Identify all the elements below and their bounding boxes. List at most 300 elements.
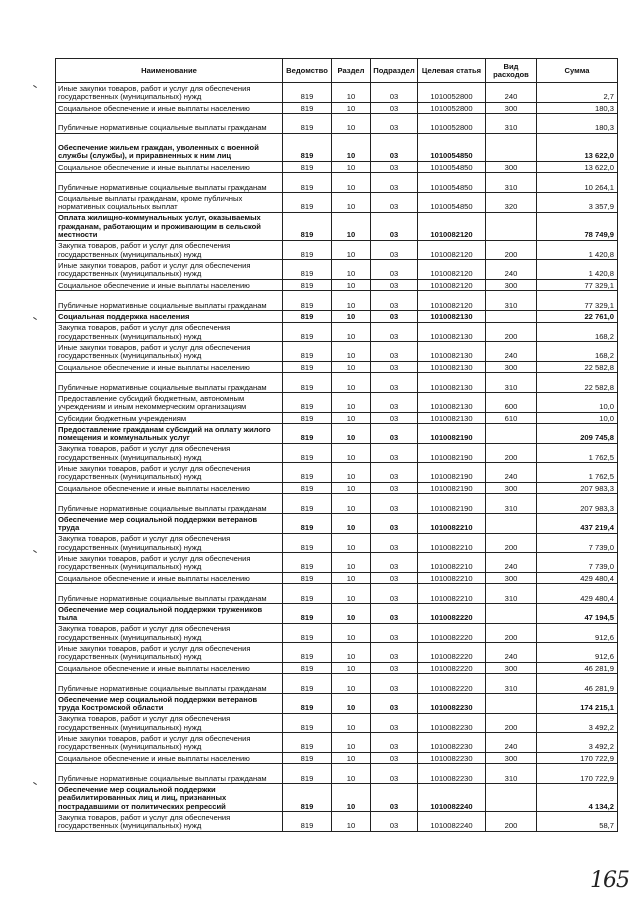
cell-exptype <box>486 694 537 714</box>
cell-target: 1010082230 <box>418 713 486 733</box>
table-row <box>56 533 618 553</box>
cell-sum: 1 420,8 <box>537 260 618 280</box>
cell-name: Иные закупки товаров, работ и услуг для обеспечения государственных (муниципальных) нужд <box>56 260 283 280</box>
header-section: Раздел <box>332 59 371 83</box>
cell-dept: 819 <box>283 553 332 573</box>
cell-section: 10 <box>332 192 371 212</box>
cell-section: 10 <box>332 463 371 483</box>
cell-dept: 819 <box>283 733 332 753</box>
cell-name: Социальные выплаты гражданам, кроме публичных нормативных социальных выплат <box>56 192 283 212</box>
cell-target: 1010082230 <box>418 764 486 784</box>
cell-section: 10 <box>332 212 371 240</box>
cell-subsection: 03 <box>371 412 418 424</box>
table-row <box>56 342 618 362</box>
cell-subsection: 03 <box>371 662 418 674</box>
table-row <box>56 392 618 412</box>
cell-sum: 207 983,3 <box>537 482 618 494</box>
cell-target: 1010082210 <box>418 553 486 573</box>
cell-dept: 819 <box>283 240 332 260</box>
cell-name: Иные закупки товаров, работ и услуг для обеспечения государственных (муниципальных) нужд <box>56 83 283 103</box>
cell-subsection: 03 <box>371 322 418 342</box>
cell-target: 1010082120 <box>418 260 486 280</box>
table-row <box>56 279 618 291</box>
cell-name: Публичные нормативные социальные выплаты гражданам <box>56 114 283 134</box>
cell-subsection: 03 <box>371 713 418 733</box>
table-row <box>56 713 618 733</box>
cell-name: Публичные нормативные социальные выплаты гражданам <box>56 584 283 604</box>
table-row <box>56 260 618 280</box>
cell-dept: 819 <box>283 373 332 393</box>
cell-dept: 819 <box>283 514 332 534</box>
table-row <box>56 322 618 342</box>
cell-name: Иные закупки товаров, работ и услуг для обеспечения государственных (муниципальных) нужд <box>56 463 283 483</box>
cell-target: 1010054850 <box>418 173 486 193</box>
cell-dept: 819 <box>283 361 332 373</box>
cell-exptype: 310 <box>486 173 537 193</box>
table-row <box>56 674 618 694</box>
cell-subsection: 03 <box>371 361 418 373</box>
cell-dept: 819 <box>283 713 332 733</box>
cell-dept: 819 <box>283 674 332 694</box>
table-row <box>56 783 618 811</box>
cell-sum: 7 739,0 <box>537 553 618 573</box>
cell-name: Иные закупки товаров, работ и услуг для обеспечения государственных (муниципальных) нужд <box>56 553 283 573</box>
cell-exptype: 300 <box>486 482 537 494</box>
cell-dept: 819 <box>283 291 332 311</box>
cell-exptype <box>486 133 537 161</box>
cell-name: Оплата жилищно-коммунальных услуг, оказываемых гражданам, работающим и проживающим в сельской местности <box>56 212 283 240</box>
cell-exptype: 300 <box>486 279 537 291</box>
table-row <box>56 694 618 714</box>
cell-sum: 3 492,2 <box>537 733 618 753</box>
cell-name: Иные закупки товаров, работ и услуг для обеспечения государственных (муниципальных) нужд <box>56 342 283 362</box>
cell-dept: 819 <box>283 572 332 584</box>
cell-exptype: 200 <box>486 623 537 643</box>
cell-sum: 10 264,1 <box>537 173 618 193</box>
cell-subsection: 03 <box>371 733 418 753</box>
cell-section: 10 <box>332 662 371 674</box>
cell-target: 1010082190 <box>418 443 486 463</box>
cell-target: 1010054850 <box>418 161 486 173</box>
cell-subsection: 03 <box>371 584 418 604</box>
table-row <box>56 173 618 193</box>
cell-sum: 4 134,2 <box>537 783 618 811</box>
header-dept: Ведомство <box>283 59 332 83</box>
cell-dept: 819 <box>283 392 332 412</box>
cell-target: 1010082220 <box>418 643 486 663</box>
cell-exptype: 200 <box>486 533 537 553</box>
cell-sum: 209 745,8 <box>537 424 618 444</box>
cell-target: 1010082120 <box>418 291 486 311</box>
cell-sum: 168,2 <box>537 322 618 342</box>
cell-dept: 819 <box>283 783 332 811</box>
cell-section: 10 <box>332 482 371 494</box>
cell-subsection: 03 <box>371 392 418 412</box>
cell-target: 1010082130 <box>418 342 486 362</box>
table-row <box>56 604 618 624</box>
cell-target: 1010082210 <box>418 514 486 534</box>
cell-target: 1010054850 <box>418 192 486 212</box>
cell-target: 1010082240 <box>418 783 486 811</box>
margin-tick <box>33 782 37 785</box>
cell-section: 10 <box>332 161 371 173</box>
cell-section: 10 <box>332 514 371 534</box>
header-name: Наименование <box>56 59 283 83</box>
cell-dept: 819 <box>283 412 332 424</box>
cell-target: 1010082120 <box>418 279 486 291</box>
cell-sum: 170 722,9 <box>537 764 618 784</box>
table-row <box>56 310 618 322</box>
cell-dept: 819 <box>283 623 332 643</box>
cell-section: 10 <box>332 279 371 291</box>
cell-name: Закупка товаров, работ и услуг для обеспечения государственных (муниципальных) нужд <box>56 443 283 463</box>
table-row <box>56 83 618 103</box>
cell-section: 10 <box>332 83 371 103</box>
cell-name: Закупка товаров, работ и услуг для обеспечения государственных (муниципальных) нужд <box>56 322 283 342</box>
cell-name: Закупка товаров, работ и услуг для обеспечения государственных (муниципальных) нужд <box>56 811 283 831</box>
cell-section: 10 <box>332 240 371 260</box>
cell-subsection: 03 <box>371 260 418 280</box>
cell-subsection: 03 <box>371 674 418 694</box>
cell-name: Обеспечение жильем граждан, уволенных с военной службы (службы), и приравненных к ним лиц <box>56 133 283 161</box>
cell-sum: 429 480,4 <box>537 572 618 584</box>
cell-subsection: 03 <box>371 514 418 534</box>
cell-name: Публичные нормативные социальные выплаты гражданам <box>56 373 283 393</box>
cell-target: 1010052800 <box>418 102 486 114</box>
cell-exptype: 300 <box>486 752 537 764</box>
cell-sum: 3 492,2 <box>537 713 618 733</box>
cell-name: Социальное обеспечение и иные выплаты населению <box>56 662 283 674</box>
cell-sum: 22 582,8 <box>537 361 618 373</box>
cell-subsection: 03 <box>371 443 418 463</box>
cell-sum: 429 480,4 <box>537 584 618 604</box>
table-row <box>56 133 618 161</box>
cell-sum: 180,3 <box>537 102 618 114</box>
cell-dept: 819 <box>283 494 332 514</box>
cell-target: 1010082210 <box>418 572 486 584</box>
cell-name: Публичные нормативные социальные выплаты гражданам <box>56 494 283 514</box>
cell-section: 10 <box>332 260 371 280</box>
cell-section: 10 <box>332 572 371 584</box>
table-row <box>56 764 618 784</box>
cell-section: 10 <box>332 361 371 373</box>
cell-name: Обеспечение мер социальной поддержки тружеников тыла <box>56 604 283 624</box>
cell-sum: 1 420,8 <box>537 240 618 260</box>
cell-subsection: 03 <box>371 240 418 260</box>
table-row <box>56 291 618 311</box>
table-row <box>56 192 618 212</box>
cell-section: 10 <box>332 584 371 604</box>
cell-exptype: 200 <box>486 713 537 733</box>
cell-section: 10 <box>332 811 371 831</box>
cell-section: 10 <box>332 783 371 811</box>
cell-section: 10 <box>332 342 371 362</box>
cell-section: 10 <box>332 392 371 412</box>
table-row <box>56 424 618 444</box>
cell-exptype: 200 <box>486 322 537 342</box>
cell-target: 1010082220 <box>418 604 486 624</box>
cell-section: 10 <box>332 674 371 694</box>
table-row <box>56 161 618 173</box>
cell-subsection: 03 <box>371 643 418 663</box>
cell-subsection: 03 <box>371 752 418 764</box>
cell-target: 1010082210 <box>418 584 486 604</box>
cell-dept: 819 <box>283 643 332 663</box>
cell-section: 10 <box>332 173 371 193</box>
header-sum: Сумма <box>537 59 618 83</box>
cell-dept: 819 <box>283 322 332 342</box>
table-body <box>56 83 618 832</box>
cell-name: Закупка товаров, работ и услуг для обеспечения государственных (муниципальных) нужд <box>56 240 283 260</box>
table-row <box>56 240 618 260</box>
cell-exptype: 320 <box>486 192 537 212</box>
cell-target: 1010082230 <box>418 733 486 753</box>
cell-sum: 13 622,0 <box>537 133 618 161</box>
cell-dept: 819 <box>283 342 332 362</box>
cell-subsection: 03 <box>371 192 418 212</box>
cell-sum: 207 983,3 <box>537 494 618 514</box>
cell-dept: 819 <box>283 310 332 322</box>
cell-target: 1010082190 <box>418 494 486 514</box>
cell-exptype: 310 <box>486 764 537 784</box>
cell-name: Иные закупки товаров, работ и услуг для обеспечения государственных (муниципальных) нужд <box>56 643 283 663</box>
cell-name: Публичные нормативные социальные выплаты гражданам <box>56 173 283 193</box>
cell-exptype: 240 <box>486 553 537 573</box>
table-row <box>56 373 618 393</box>
cell-sum: 77 329,1 <box>537 291 618 311</box>
cell-target: 1010082130 <box>418 361 486 373</box>
cell-dept: 819 <box>283 424 332 444</box>
cell-dept: 819 <box>283 212 332 240</box>
cell-target: 1010082130 <box>418 322 486 342</box>
cell-target: 1010082220 <box>418 674 486 694</box>
cell-name: Социальное обеспечение и иные выплаты населению <box>56 279 283 291</box>
cell-name: Предоставление субсидий бюджетным, автономным учреждениям и иным некоммерческим организациям <box>56 392 283 412</box>
cell-name: Социальная поддержка населения <box>56 310 283 322</box>
cell-subsection: 03 <box>371 764 418 784</box>
cell-sum: 174 215,1 <box>537 694 618 714</box>
table-row <box>56 584 618 604</box>
cell-target: 1010082130 <box>418 373 486 393</box>
cell-name: Субсидии бюджетным учреждениям <box>56 412 283 424</box>
cell-section: 10 <box>332 623 371 643</box>
cell-name: Обеспечение мер социальной поддержки ветеранов труда <box>56 514 283 534</box>
table-row <box>56 623 618 643</box>
cell-exptype <box>486 212 537 240</box>
cell-section: 10 <box>332 733 371 753</box>
table-row <box>56 572 618 584</box>
cell-section: 10 <box>332 291 371 311</box>
cell-subsection: 03 <box>371 173 418 193</box>
cell-dept: 819 <box>283 811 332 831</box>
cell-subsection: 03 <box>371 373 418 393</box>
cell-name: Публичные нормативные социальные выплаты гражданам <box>56 291 283 311</box>
cell-exptype: 300 <box>486 572 537 584</box>
cell-sum: 1 762,5 <box>537 463 618 483</box>
cell-exptype: 310 <box>486 494 537 514</box>
cell-exptype: 310 <box>486 291 537 311</box>
cell-sum: 46 281,9 <box>537 662 618 674</box>
cell-name: Обеспечение мер социальной поддержки реабилитированных лиц и лиц, признанных пострадавшими от политических репрессий <box>56 783 283 811</box>
cell-sum: 10,0 <box>537 392 618 412</box>
cell-exptype: 600 <box>486 392 537 412</box>
table-row <box>56 752 618 764</box>
cell-target: 1010082210 <box>418 533 486 553</box>
cell-dept: 819 <box>283 279 332 291</box>
cell-target: 1010052800 <box>418 83 486 103</box>
table-header-row <box>56 59 618 83</box>
table-row <box>56 102 618 114</box>
cell-sum: 912,6 <box>537 623 618 643</box>
cell-name: Публичные нормативные социальные выплаты гражданам <box>56 764 283 784</box>
cell-exptype: 300 <box>486 102 537 114</box>
cell-target: 1010082130 <box>418 310 486 322</box>
cell-dept: 819 <box>283 662 332 674</box>
cell-section: 10 <box>332 604 371 624</box>
cell-name: Предоставление гражданам субсидий на оплату жилого помещения и коммунальных услуг <box>56 424 283 444</box>
cell-subsection: 03 <box>371 463 418 483</box>
cell-subsection: 03 <box>371 424 418 444</box>
cell-section: 10 <box>332 643 371 663</box>
table-row <box>56 212 618 240</box>
cell-subsection: 03 <box>371 133 418 161</box>
cell-dept: 819 <box>283 192 332 212</box>
cell-subsection: 03 <box>371 553 418 573</box>
cell-section: 10 <box>332 752 371 764</box>
cell-dept: 819 <box>283 161 332 173</box>
cell-sum: 1 762,5 <box>537 443 618 463</box>
cell-exptype: 200 <box>486 443 537 463</box>
table-row <box>56 412 618 424</box>
cell-subsection: 03 <box>371 623 418 643</box>
cell-dept: 819 <box>283 584 332 604</box>
cell-dept: 819 <box>283 463 332 483</box>
cell-name: Иные закупки товаров, работ и услуг для обеспечения государственных (муниципальных) нужд <box>56 733 283 753</box>
cell-exptype: 310 <box>486 674 537 694</box>
cell-exptype <box>486 604 537 624</box>
header-subsection: Подраздел <box>371 59 418 83</box>
cell-dept: 819 <box>283 83 332 103</box>
cell-section: 10 <box>332 533 371 553</box>
cell-target: 1010082120 <box>418 212 486 240</box>
cell-dept: 819 <box>283 133 332 161</box>
cell-subsection: 03 <box>371 604 418 624</box>
cell-exptype: 240 <box>486 463 537 483</box>
table-row <box>56 553 618 573</box>
cell-sum: 912,6 <box>537 643 618 663</box>
cell-section: 10 <box>332 694 371 714</box>
cell-exptype: 310 <box>486 373 537 393</box>
cell-section: 10 <box>332 102 371 114</box>
cell-sum: 2,7 <box>537 83 618 103</box>
cell-exptype: 240 <box>486 643 537 663</box>
cell-target: 1010082220 <box>418 623 486 643</box>
cell-exptype: 240 <box>486 733 537 753</box>
cell-name: Социальное обеспечение и иные выплаты населению <box>56 102 283 114</box>
table-row <box>56 643 618 663</box>
cell-dept: 819 <box>283 443 332 463</box>
cell-section: 10 <box>332 713 371 733</box>
cell-sum: 3 357,9 <box>537 192 618 212</box>
cell-section: 10 <box>332 310 371 322</box>
budget-table <box>55 58 618 832</box>
cell-dept: 819 <box>283 482 332 494</box>
cell-subsection: 03 <box>371 533 418 553</box>
cell-exptype: 310 <box>486 584 537 604</box>
cell-section: 10 <box>332 114 371 134</box>
cell-subsection: 03 <box>371 694 418 714</box>
table-row <box>56 733 618 753</box>
table-row <box>56 482 618 494</box>
header-target: Целевая статья <box>418 59 486 83</box>
cell-exptype: 300 <box>486 161 537 173</box>
cell-target: 1010082220 <box>418 662 486 674</box>
cell-name: Социальное обеспечение и иные выплаты населению <box>56 572 283 584</box>
cell-section: 10 <box>332 553 371 573</box>
cell-exptype <box>486 424 537 444</box>
cell-exptype: 310 <box>486 114 537 134</box>
cell-subsection: 03 <box>371 291 418 311</box>
table-row <box>56 494 618 514</box>
cell-section: 10 <box>332 412 371 424</box>
cell-name: Социальное обеспечение и иные выплаты населению <box>56 361 283 373</box>
cell-section: 10 <box>332 424 371 444</box>
cell-name: Закупка товаров, работ и услуг для обеспечения государственных (муниципальных) нужд <box>56 623 283 643</box>
cell-section: 10 <box>332 764 371 784</box>
cell-section: 10 <box>332 443 371 463</box>
cell-dept: 819 <box>283 533 332 553</box>
cell-exptype: 240 <box>486 342 537 362</box>
cell-target: 1010082240 <box>418 811 486 831</box>
cell-exptype <box>486 783 537 811</box>
cell-sum: 46 281,9 <box>537 674 618 694</box>
cell-dept: 819 <box>283 752 332 764</box>
cell-sum: 13 622,0 <box>537 161 618 173</box>
cell-name: Закупка товаров, работ и услуг для обеспечения государственных (муниципальных) нужд <box>56 713 283 733</box>
cell-section: 10 <box>332 494 371 514</box>
cell-subsection: 03 <box>371 310 418 322</box>
cell-sum: 78 749,9 <box>537 212 618 240</box>
header-exptype: Вид расходов <box>486 59 537 83</box>
cell-target: 1010082120 <box>418 240 486 260</box>
cell-subsection: 03 <box>371 279 418 291</box>
cell-name: Закупка товаров, работ и услуг для обеспечения государственных (муниципальных) нужд <box>56 533 283 553</box>
cell-exptype: 240 <box>486 260 537 280</box>
cell-dept: 819 <box>283 114 332 134</box>
table-row <box>56 443 618 463</box>
cell-exptype: 200 <box>486 811 537 831</box>
page-number: 165 <box>590 868 629 893</box>
cell-exptype: 610 <box>486 412 537 424</box>
cell-subsection: 03 <box>371 482 418 494</box>
cell-exptype: 200 <box>486 240 537 260</box>
cell-subsection: 03 <box>371 811 418 831</box>
cell-subsection: 03 <box>371 783 418 811</box>
cell-subsection: 03 <box>371 342 418 362</box>
cell-name: Обеспечение мер социальной поддержки ветеранов труда Костромской области <box>56 694 283 714</box>
cell-target: 1010082130 <box>418 392 486 412</box>
margin-tick <box>33 317 37 320</box>
cell-sum: 58,7 <box>537 811 618 831</box>
cell-subsection: 03 <box>371 114 418 134</box>
cell-section: 10 <box>332 322 371 342</box>
budget-table-sheet <box>55 58 618 832</box>
cell-exptype: 300 <box>486 361 537 373</box>
cell-name: Социальное обеспечение и иные выплаты населению <box>56 482 283 494</box>
cell-target: 1010082230 <box>418 694 486 714</box>
cell-target: 1010082190 <box>418 424 486 444</box>
cell-target: 1010082230 <box>418 752 486 764</box>
